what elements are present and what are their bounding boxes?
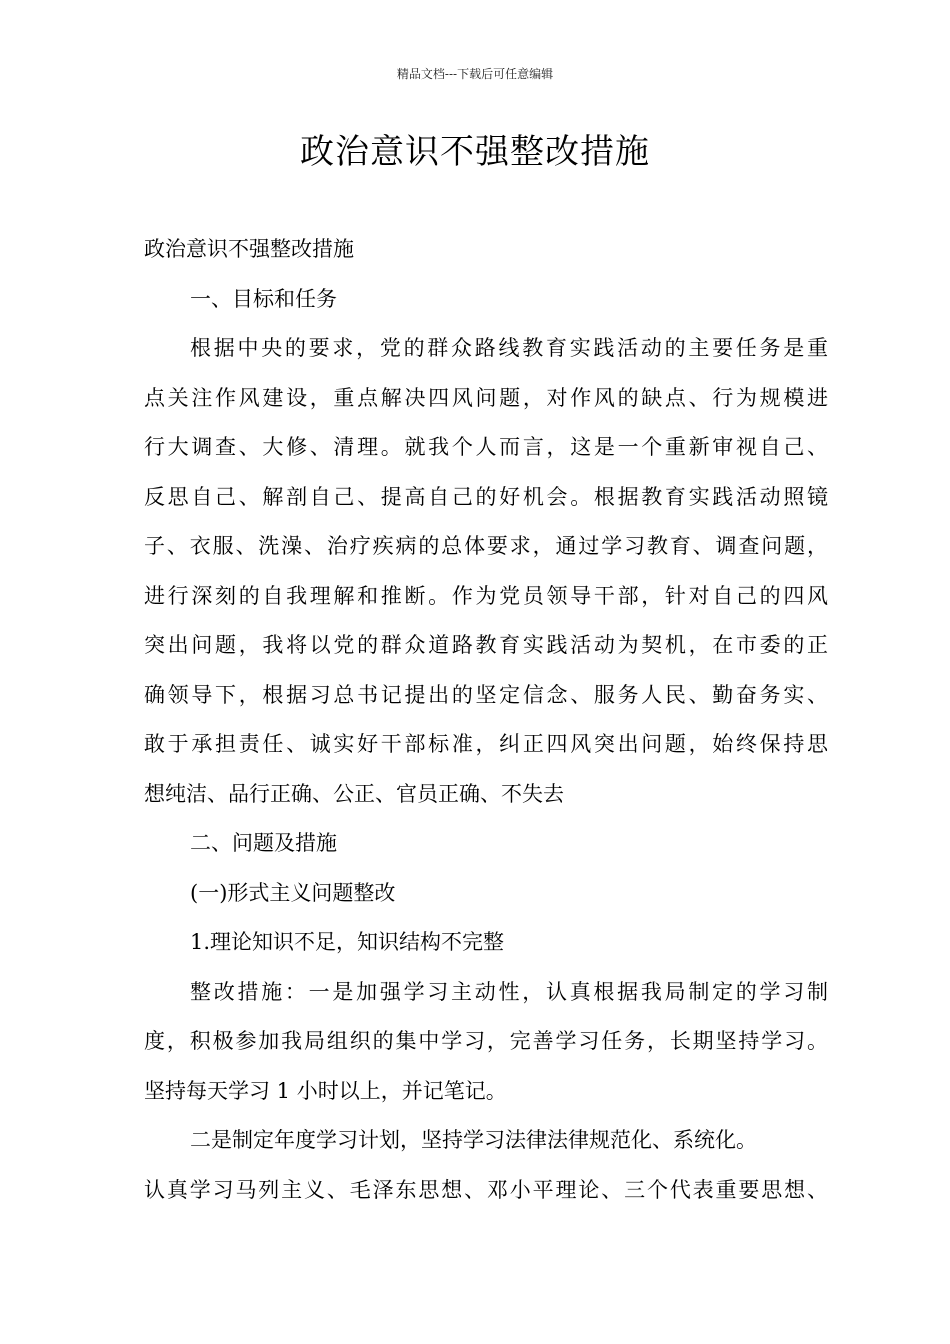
body-line: 进行深刻的自我理解和推断。作为党员领导干部，针对自己的四风 (144, 583, 828, 608)
body-line: 政治意识不强整改措施 (144, 237, 354, 261)
body-line: 一、目标和任务 (190, 286, 337, 311)
body-line: 反思自己、解剖自己、提高自己的好机会。根据教育实践活动照镜 (144, 484, 828, 509)
body-line: 度，积极参加我局组织的集中学习，完善学习任务，长期坚持学习。 (144, 1029, 828, 1053)
body-line: 想纯洁、品行正确、公正、官员正确、不失去 (144, 781, 564, 806)
body-line: 认真学习马列主义、毛泽东思想、邓小平理论、三个代表重要思想、 (144, 1177, 828, 1202)
body-line: 敢于承担责任、诚实好干部标准，纠正四风突出问题，始终保持思 (144, 732, 828, 756)
body-line: 确领导下，根据习总书记提出的坚定信念、服务人民、勤奋务实、 (144, 682, 828, 707)
document-body (144, 225, 828, 1215)
body-line: 二是制定年度学习计划，坚持学习法律法律规范化、系统化。 (190, 1128, 757, 1152)
body-line: 坚持每天学习 1 小时以上，并记笔记。 (144, 1078, 507, 1103)
body-line: 整改措施：一是加强学习主动性，认真根据我局制定的学习制 (190, 979, 828, 1004)
body-line: (一)形式主义问题整改 (190, 880, 396, 905)
body-line: 点关注作风建设，重点解决四风问题，对作风的缺点、行为规模进 (144, 385, 828, 410)
body-line: 二、问题及措施 (190, 831, 337, 855)
body-line: 根据中央的要求，党的群众路线教育实践活动的主要任务是重 (190, 336, 828, 360)
document-title: 政治意识不强整改措施 (300, 132, 650, 172)
body-line: 1.理论知识不足，知识结构不完整 (190, 930, 505, 954)
body-line: 子、衣服、洗澡、治疗疾病的总体要求，通过学习教育、调查问题， (144, 534, 828, 558)
body-line: 行大调查、大修、清理。就我个人而言，这是一个重新审视自己、 (144, 435, 828, 459)
body-line: 突出问题，我将以党的群众道路教育实践活动为契机，在市委的正 (144, 633, 828, 657)
header-note: 精品文档---下载后可任意编辑 (396, 67, 554, 81)
